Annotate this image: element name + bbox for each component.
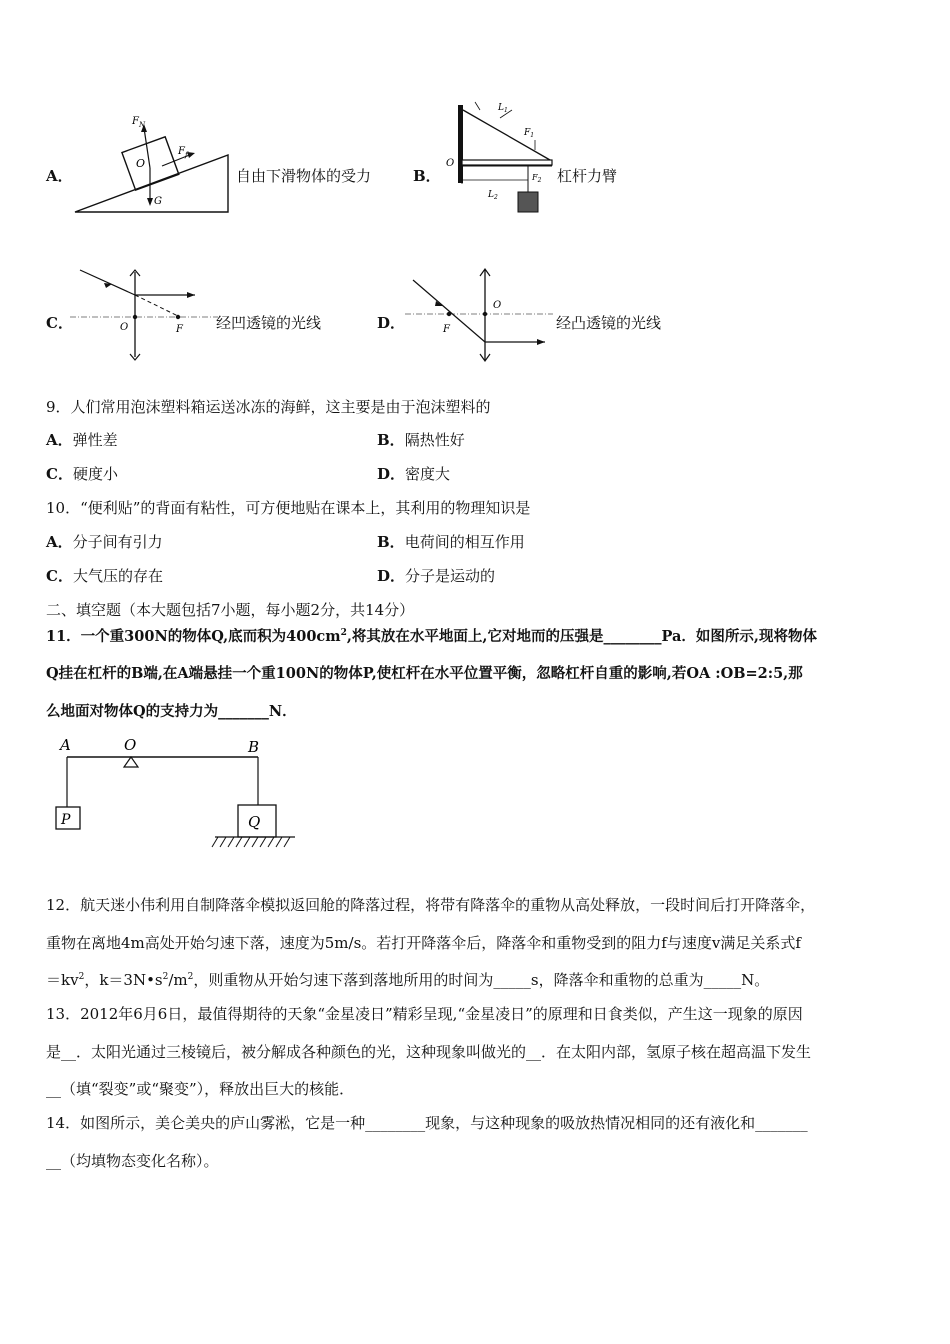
option-a-letter: A． (46, 167, 73, 185)
q12-line-3: $=kv^2$，$k=3N•s^2/m^2$，则重物从开始匀速下落到落地所用的时间为_____s，降落伞和重物的总重为_____N。 (46, 971, 770, 989)
q14-blank-change[interactable]: _______ (755, 1114, 808, 1132)
l1-label: $L_1$ (498, 103, 508, 114)
q11-blank-support[interactable]: _______ (218, 703, 269, 720)
q10-option-b-text: 电荷间的相互作用 (404, 533, 525, 551)
q13-line-2: 是__．太阳光通过三棱镜后，被分解成各种颜色的光，这种现象叫做光的__．在太阳内部，氢原子核在超高温下发生 (46, 1043, 812, 1061)
q11-line-2: Q挂在杠杆的B端,在A端悬挂一个重100N的物体P,使杠杆在水平位置平衡，忽略杠杆自重的影响,若OA :OB=2:5,那 (46, 665, 803, 682)
q10-option-b-letter: B． (377, 533, 405, 551)
lever-fulcrum-o-label: O (124, 736, 137, 754)
d-o-label: O (493, 300, 502, 311)
q10-option-a-text: 分子间有引力 (72, 533, 163, 551)
q9-option-d (377, 463, 450, 484)
q10-option-a (46, 531, 163, 552)
q14-blank-change-cont[interactable]: __ (46, 1152, 61, 1170)
ff-label: $F_f$ (178, 146, 188, 159)
lever-b-label: B (248, 738, 260, 756)
q14-line-1: 14．如图所示，美仑美央的庐山雾淞，它是一种________现象，与这种现象的吸放热情况相同的还有液化和_______ (46, 1114, 808, 1132)
q13-blank-fusion[interactable]: __ (46, 1080, 61, 1098)
incline-force-diagram (70, 110, 240, 220)
fn-label: $F_N$ (132, 116, 146, 129)
f2-label: $F_2$ (532, 173, 542, 184)
c-f-label: F (176, 324, 183, 335)
o-label: O (136, 157, 146, 170)
q9-option-d-letter: D． (377, 465, 406, 483)
option-c-letter: C． (46, 314, 73, 332)
option-d-letter: D． (377, 314, 406, 332)
object-p-label: P (61, 812, 71, 828)
lever-arm-diagram (440, 100, 560, 220)
q9-option-a-text: 弹性差 (72, 431, 118, 449)
lever-a-label: A (60, 736, 71, 754)
q11-line-3: 么地面对物体Q的支持力为_______N． (46, 703, 297, 720)
lever-pq-diagram (50, 735, 310, 860)
section-heading: 二、填空题（本大题包括7小题，每小题2分，共14分） (46, 601, 415, 619)
q9-stem: 9．人们常用泡沫塑料箱运送冰冻的海鲜，这主要是由于泡沫塑料的 (46, 398, 491, 416)
option-d-caption: 经凸透镜的光线 (556, 314, 662, 332)
lever-o-label: O (446, 158, 455, 169)
q13-line-1: 13．2012年6月6日，最值得期待的天象“金星凌日”精彩呈现,“金星凌日”的原理和日食类似，产生这一现象的原因 (46, 1005, 803, 1023)
q12-blank-time[interactable]: _____ (493, 971, 531, 989)
c-o-label: O (120, 322, 129, 333)
q10-stem: 10．“便利贴”的背面有粘性，可方便地贴在课本上，其利用的物理知识是 (46, 499, 531, 517)
q11-line-1: 11．一个重300N的物体Q,底而积为$400cm^2$,将其放在水平地面上,它对地而的压强是________Pa．如图所示,现将物体 (46, 628, 817, 645)
q12-line-1: 12．航天迷小伟利用自制降落伞模拟返回舱的降落过程，将带有降落伞的重物从高处释放，一段时间后打开降落伞， (46, 896, 816, 914)
option-c-caption: 经凹透镜的光线 (216, 314, 322, 332)
q9-option-c (46, 463, 118, 484)
q9-option-b-text: 隔热性好 (404, 431, 465, 449)
q10-option-d-text: 分子是运动的 (405, 567, 496, 585)
q13-blank-cause[interactable]: __ (61, 1043, 77, 1061)
q9-option-a (46, 429, 118, 450)
option-a-caption: 自由下滑物体的受力 (236, 167, 372, 185)
q12-line-2: 重物在离地4m高处开始匀速下落，速度为5m/s。若打开降落伞后，降落伞和重物受到的阻力f与速度v满足关系式f (46, 934, 801, 952)
f1-label: $F_1$ (524, 128, 535, 139)
q14-blank-phenomenon[interactable]: ________ (365, 1114, 426, 1132)
object-q-label: Q (248, 813, 261, 831)
convex-lens-diagram (405, 262, 555, 362)
l2-label: $L_2$ (488, 190, 498, 201)
option-b-caption: 杠杆力臂 (557, 167, 618, 185)
q10-option-a-letter: A． (46, 533, 73, 551)
q10-option-c (46, 565, 163, 586)
q9-option-b (377, 429, 465, 450)
q9-option-a-letter: A． (46, 431, 73, 449)
q9-option-c-letter: C． (46, 465, 73, 483)
q10-option-c-letter: C． (46, 567, 73, 585)
q10-option-d-letter: D． (377, 567, 406, 585)
q10-option-c-text: 大气压的存在 (72, 567, 163, 585)
d-f-label: F (443, 324, 450, 335)
q10-option-b (377, 531, 525, 552)
q10-option-d (377, 565, 495, 586)
option-b-letter: B． (413, 167, 441, 185)
q9-option-b-letter: B． (377, 431, 405, 449)
concave-lens-diagram (70, 262, 220, 362)
q13-line-3: __（填“裂变”或“聚变”），释放出巨大的核能． (46, 1080, 355, 1098)
q9-option-c-text: 硬度小 (72, 465, 118, 483)
q11-blank-pressure[interactable]: ________ (603, 628, 662, 645)
q13-blank-dispersion[interactable]: __ (526, 1043, 542, 1061)
q9-option-d-text: 密度大 (405, 465, 451, 483)
g-label: G (154, 196, 162, 207)
q12-blank-weight[interactable]: _____ (703, 971, 742, 989)
q14-line-2: __（均填物态变化名称）。 (46, 1152, 219, 1170)
